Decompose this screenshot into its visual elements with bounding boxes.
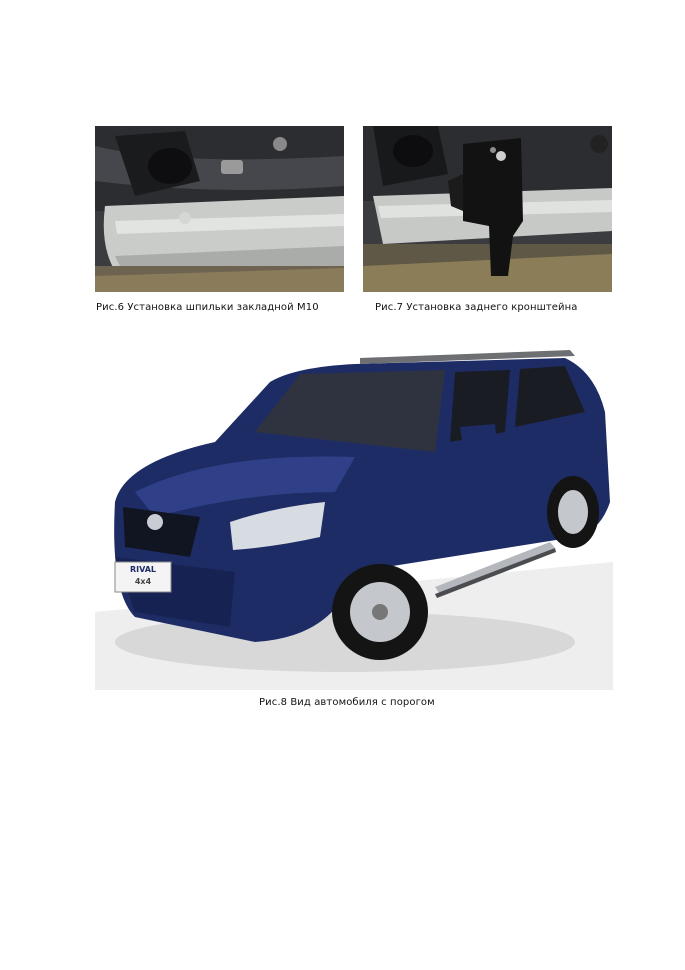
figure-6-photo bbox=[95, 126, 344, 292]
license-plate-badge bbox=[116, 564, 170, 590]
figure-8-photo bbox=[95, 342, 613, 690]
figure-6-caption: Рис.6 Установка шпильки закладной М10 bbox=[96, 302, 319, 313]
license-plate-sub: 4x4 bbox=[134, 577, 152, 586]
license-plate-brand: RIVAL bbox=[129, 565, 157, 574]
figure-8-caption: Рис.8 Вид автомобиля с порогом bbox=[259, 697, 435, 708]
figure-7-caption: Рис.7 Установка заднего кронштейна bbox=[375, 302, 578, 313]
figure-7-photo bbox=[363, 126, 612, 292]
